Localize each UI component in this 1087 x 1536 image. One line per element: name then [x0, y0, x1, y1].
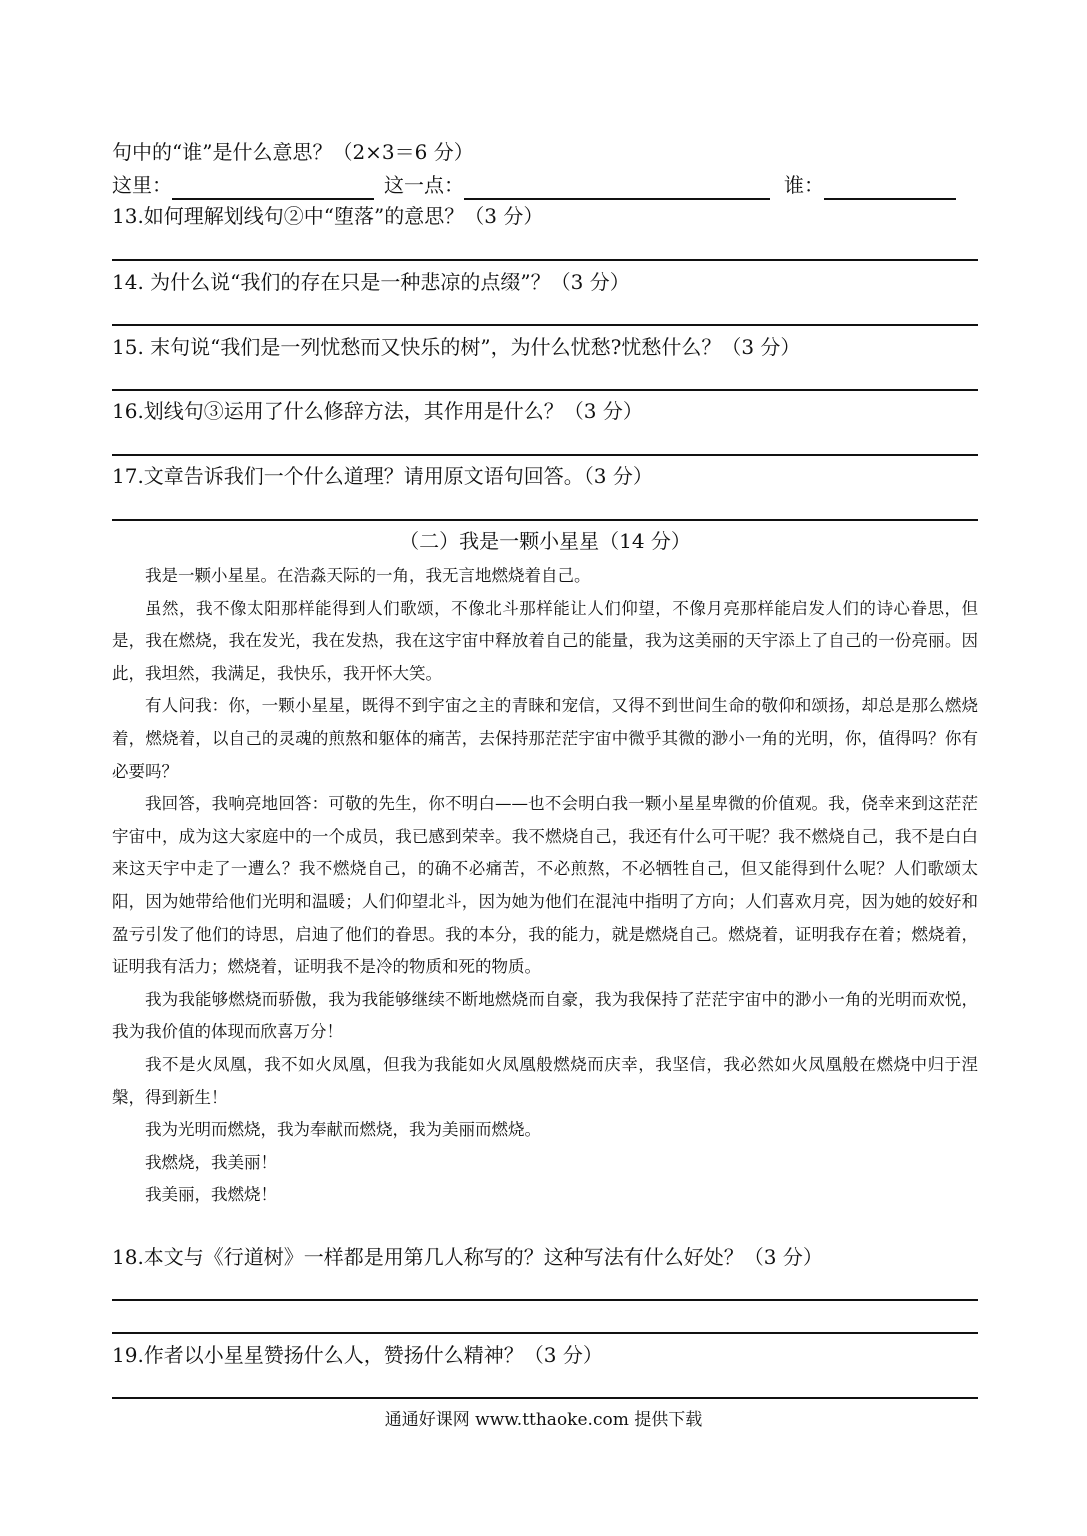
answer-line[interactable] — [112, 1299, 978, 1301]
paragraph: 我为光明而燃烧，我为奉献而燃烧，我为美丽而燃烧。 — [145, 1120, 541, 1140]
passage-title: （二）我是一颗小星星（14 分） — [399, 529, 691, 553]
answer-line[interactable] — [112, 259, 978, 261]
question-16: 16.划线句③运用了什么修辞方法，其作用是什么？（3 分） — [112, 399, 643, 423]
q12-answer-row — [112, 170, 978, 200]
question-19: 19.作者以小星星赞扬什么人，赞扬什么精神？（3 分） — [112, 1343, 603, 1367]
paragraph: 有人问我：你，一颗小星星，既得不到宇宙之主的青睐和宠信，又得不到世间生命的敬仰和颂扬，却总是那么燃烧着，燃烧着，以自己的灵魂的煎熬和躯体的痛苦，去保持那茫茫宇宙中微乎其微的渺小一角的光明，你，值得吗？你有必要吗？ — [112, 696, 978, 781]
paragraph: 我美丽，我燃烧！ — [145, 1185, 277, 1205]
q12-tail: 句中的“谁”是什么意思？（2×3＝6 分） — [112, 140, 474, 164]
answer-line[interactable] — [112, 1397, 978, 1399]
passage-body — [112, 560, 978, 1212]
question-15: 15. 末句说“我们是一列忧愁而又快乐的树”，为什么忧愁?忧愁什么？（3 分） — [112, 335, 801, 359]
answer-line[interactable] — [112, 519, 978, 521]
q12-field-label: 谁： — [784, 173, 824, 197]
q12-field-label: 这一点： — [384, 173, 464, 197]
page-footer: 通通好课网 www.tthaoke.com 提供下载 — [384, 1410, 703, 1430]
paragraph: 虽然，我不像太阳那样能得到人们歌颂，不像北斗那样能让人们仰望，不像月亮那样能启发人们的诗心眷思，但是，我在燃烧，我在发光，我在发热，我在这宇宙中释放着自己的能量，我为这美丽的天宇添上了自己的一份亮丽。因此，我坦然，我满足，我快乐，我开怀大笑。 — [112, 598, 978, 683]
paragraph: 我不是火凤凰，我不如火凤凰，但我为我能如火凤凰般燃烧而庆幸，我坚信，我必然如火凤凰般在燃烧中归于涅槃，得到新生！ — [112, 1054, 978, 1107]
paragraph: 我是一颗小星星。在浩淼天际的一角，我无言地燃烧着自己。 — [145, 566, 591, 585]
question-13: 13.如何理解划线句②中“堕落”的意思？（3 分） — [112, 204, 544, 228]
answer-line[interactable] — [112, 389, 978, 391]
answer-line[interactable] — [112, 1332, 978, 1334]
paragraph: 我燃烧，我美丽！ — [145, 1152, 277, 1172]
question-14: 14. 为什么说“我们的存在只是一种悲凉的点缀”？（3 分） — [112, 270, 630, 294]
paragraph: 我为我能够燃烧而骄傲，我为我能够继续不断地燃烧而自豪，我为我保持了茫茫宇宙中的渺小一角的光明而欢悦，我为我价值的体现而欣喜万分！ — [112, 989, 978, 1042]
q12-blank-1[interactable] — [172, 176, 374, 200]
paragraph: 我回答，我响亮地回答：可敬的先生，你不明白——也不会明白我一颗小星星卑微的价值观。我，侥幸来到这茫茫宇宙中，成为这大家庭中的一个成员，我已感到荣幸。我不燃烧自己，我还有什么可干呢？我不燃烧自己，我不是白白来这天宇中走了一遭么？我不燃烧自己，的确不必痛苦，不必煎熬，不必牺牲自己，但又能得到什么呢？人们歌颂太阳，因为她带给他们光明和温暖；人们仰望北斗，因为她为他们在混沌中指明了方向；人们喜欢月亮，因为她的姣好和盈亏引发了他们的诗思，启迪了他们的眷思。我的本分，我的能力，就是燃烧自己。燃烧着，证明我存在着；燃烧着，证明我有活力；燃烧着，证明我不是冷的物质和死的物质。 — [112, 794, 978, 977]
q12-blank-2[interactable] — [464, 176, 770, 200]
question-18: 18.本文与《行道树》一样都是用第几人称写的？这种写法有什么好处？（3 分） — [112, 1245, 823, 1269]
q12-blank-3[interactable] — [824, 176, 956, 200]
q12-field-label: 这里： — [112, 173, 172, 197]
answer-line[interactable] — [112, 324, 978, 326]
answer-line[interactable] — [112, 454, 978, 456]
question-17: 17.文章告诉我们一个什么道理？请用原文语句回答。（3 分） — [112, 464, 653, 488]
